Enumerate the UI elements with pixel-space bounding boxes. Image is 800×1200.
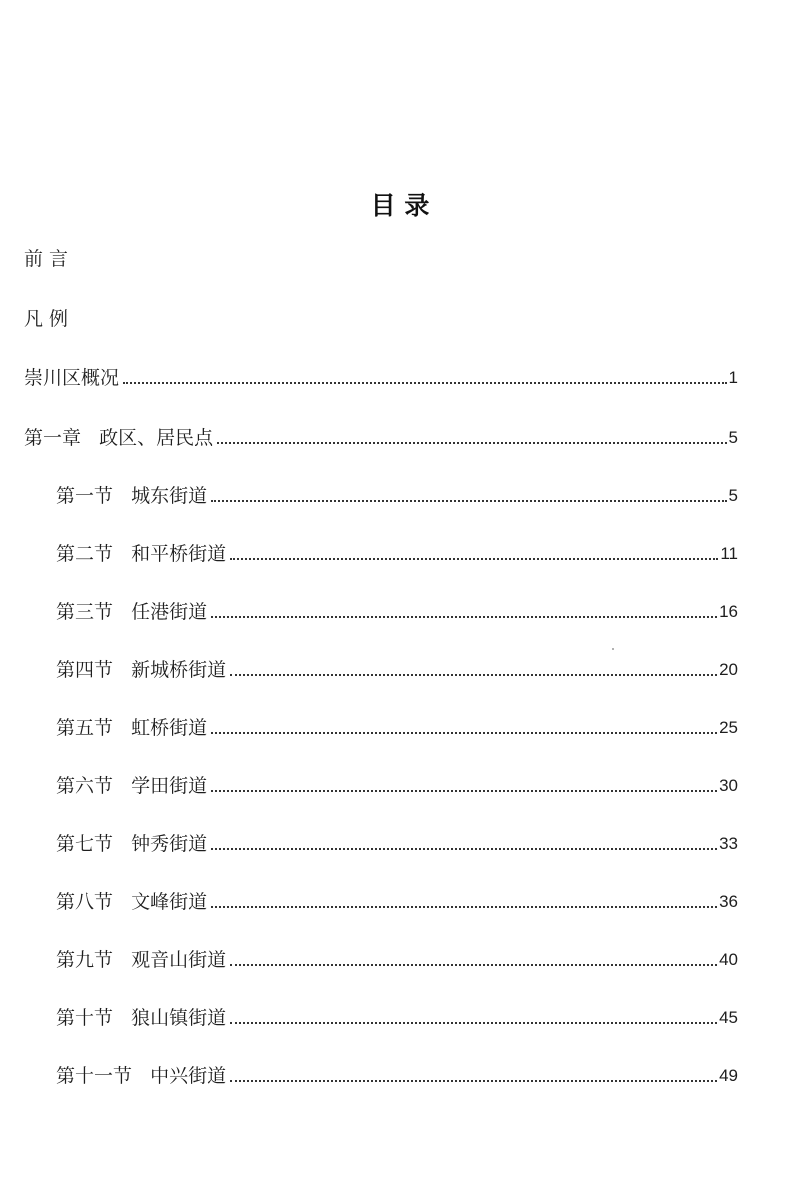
dot-leader <box>211 732 717 734</box>
toc-entry-overview[interactable] <box>24 366 738 390</box>
toc-entry-section-7[interactable] <box>56 832 738 856</box>
dot-leader <box>211 616 717 618</box>
toc-entry-page-number: 1 <box>728 368 738 387</box>
toc-entry-page-number: 25 <box>719 718 738 737</box>
toc-entry-label: 第六节 学田街道 <box>56 775 208 797</box>
toc-entry-section-3[interactable] <box>56 600 738 624</box>
toc-entry-label: 第十一节 中兴街道 <box>56 1065 227 1087</box>
toc-entry-page-number: 11 <box>720 544 738 563</box>
page-title: 目 录 <box>370 191 430 220</box>
toc-entry-section-5[interactable] <box>56 716 738 740</box>
scan-speck <box>612 648 614 650</box>
toc-entry-label: 第十节 狼山镇街道 <box>56 1007 227 1029</box>
toc-entry-label: 第三节 任港街道 <box>56 601 208 623</box>
toc-entry-label: 崇川区概况 <box>24 367 120 389</box>
toc-entry-page-number: 30 <box>719 776 738 795</box>
toc-entry-page-number: 20 <box>719 660 738 679</box>
dot-leader <box>230 964 717 966</box>
toc-entry-notes[interactable]: 凡 例 <box>24 308 69 330</box>
dot-leader <box>230 558 718 560</box>
toc-entry-label: 第二节 和平桥街道 <box>56 543 227 565</box>
toc-entry-preface[interactable]: 前 言 <box>24 248 69 270</box>
toc-entry-label: 第四节 新城桥街道 <box>56 659 227 681</box>
toc-entry-label: 第九节 观音山街道 <box>56 949 227 971</box>
dot-leader <box>211 500 726 502</box>
toc-entry-label: 第一节 城东街道 <box>56 485 208 507</box>
toc-entry-page-number: 40 <box>719 950 738 969</box>
toc-entry-section-1[interactable] <box>56 484 738 508</box>
toc-entry-page-number: 36 <box>719 892 738 911</box>
toc-entry-page-number: 45 <box>719 1008 738 1027</box>
toc-entry-section-6[interactable] <box>56 774 738 798</box>
toc-entry-page-number: 49 <box>719 1066 738 1085</box>
dot-leader <box>230 1022 717 1024</box>
toc-entry-label: 第五节 虹桥街道 <box>56 717 208 739</box>
dot-leader <box>211 906 717 908</box>
dot-leader <box>230 1080 717 1082</box>
dot-leader <box>211 790 717 792</box>
toc-entry-label: 第八节 文峰街道 <box>56 891 208 913</box>
dot-leader <box>217 442 726 444</box>
dot-leader <box>230 674 717 676</box>
toc-entry-page-number: 16 <box>719 602 738 621</box>
toc-entry-section-10[interactable] <box>56 1006 738 1030</box>
toc-entry-section-11[interactable] <box>56 1064 738 1088</box>
dot-leader <box>123 382 727 384</box>
toc-entry-page-number: 5 <box>728 428 738 447</box>
toc-entry-page-number: 33 <box>719 834 738 853</box>
dot-leader <box>211 848 717 850</box>
toc-entry-section-2[interactable] <box>56 542 738 566</box>
toc-entry-section-9[interactable] <box>56 948 738 972</box>
toc-entry-label: 第一章 政区、居民点 <box>24 427 214 449</box>
toc-entry-section-4[interactable] <box>56 658 738 682</box>
toc-entry-page-number: 5 <box>728 486 738 505</box>
toc-entry-label: 第七节 钟秀街道 <box>56 833 208 855</box>
toc-entry-chapter-1[interactable] <box>24 426 738 450</box>
toc-entry-section-8[interactable] <box>56 890 738 914</box>
